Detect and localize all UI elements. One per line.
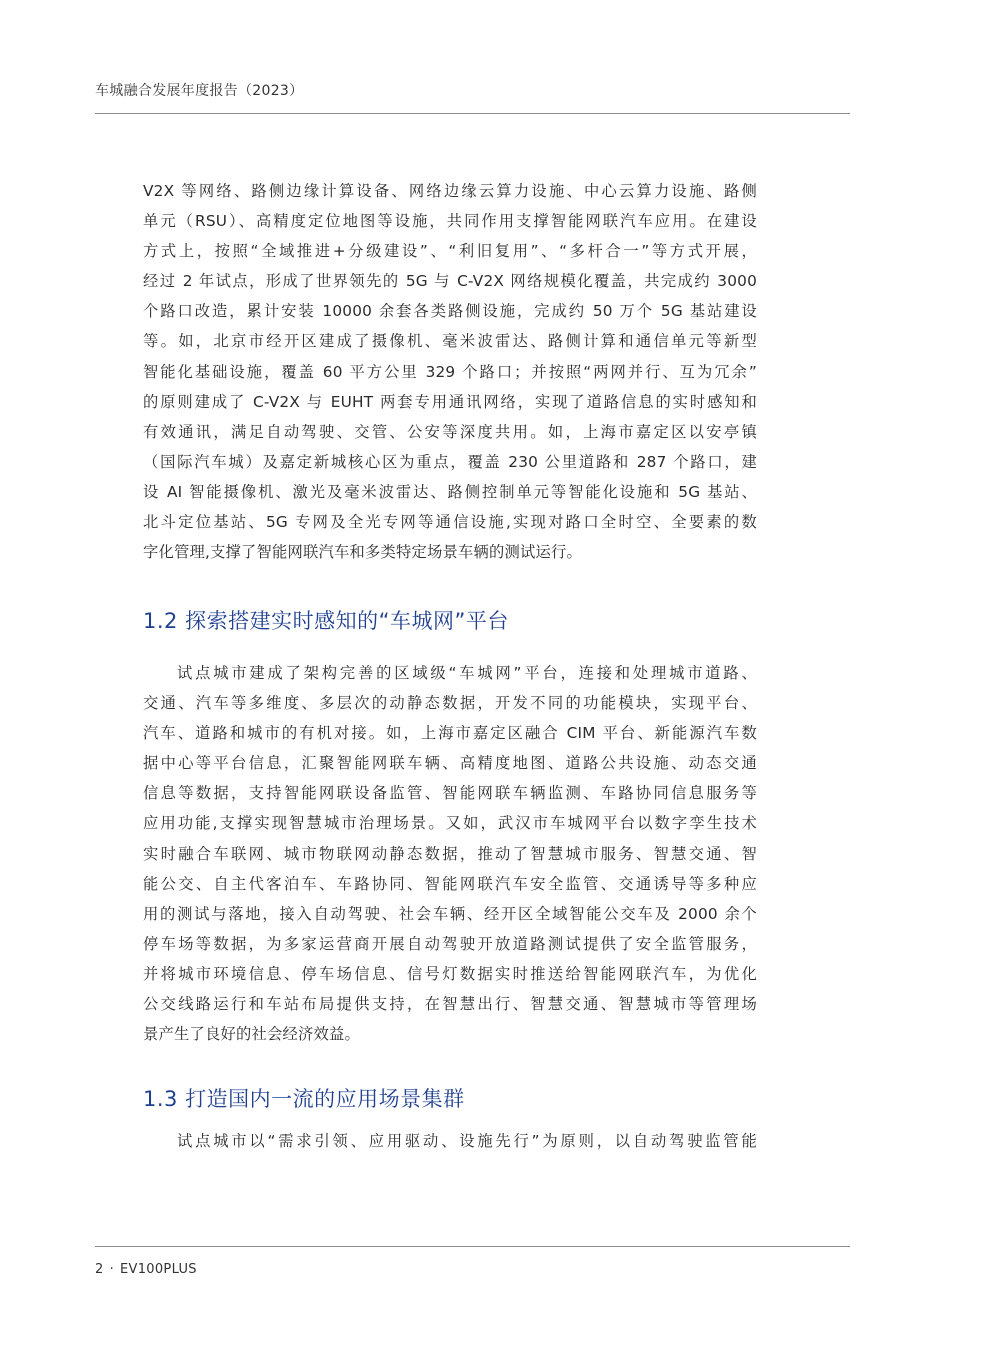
section-heading-1-2: 1.2 探索搭建实时感知的“车城网”平台 — [143, 609, 509, 633]
paragraph-line: 交通、汽车等多维度、多层次的动静态数据，开发不同的功能模块，实现平台、 — [143, 694, 757, 713]
paragraph-line: 北斗定位基站、5G 专网及全光专网等通信设施,实现对路口全时空、全要素的数 — [143, 513, 757, 532]
page-body — [143, 176, 757, 1156]
footer-separator: · — [109, 1262, 115, 1277]
paragraph-line: 能公交、自主代客泊车、车路协同、智能网联汽车安全监管、交通诱导等多种应 — [143, 874, 757, 893]
section-heading-1-3: 1.3 打造国内一流的应用场景集群 — [143, 1087, 465, 1112]
intro-paragraph — [143, 176, 757, 567]
paragraph-line: 试点城市建成了架构完善的区域级“车城网”平台，连接和处理城市道路、 — [177, 664, 757, 682]
report-header-title: 车城融合发展年度报告（2023） — [95, 83, 304, 99]
paragraph-line: 经过 2 年试点，形成了世界领先的 5G 与 C-V2X 网络规模化覆盖，共完成约 3000 — [143, 272, 757, 291]
footer-divider — [95, 1246, 850, 1247]
paragraph-line: 汽车、道路和城市的有机对接。如，上海市嘉定区融合 CIM 平台、新能源汽车数 — [143, 724, 757, 743]
paragraph-line: 并将城市环境信息、停车场信息、信号灯数据实时推送给智能网联汽车，为优化 — [143, 964, 757, 983]
paragraph-line: 应用功能,支撑实现智慧城市治理场景。又如，武汉市车城网平台以数字孪生技术 — [143, 814, 757, 833]
section-1-2-paragraph — [143, 658, 757, 1049]
page-footer — [95, 1262, 197, 1277]
paragraph-line: 用的测试与落地，接入自动驾驶、社会车辆、经开区全域智能公交车及 2000 余个 — [143, 904, 757, 923]
paragraph-line: 景产生了良好的社会经济效益。 — [143, 1025, 360, 1044]
paragraph-line: V2X 等网络、路侧边缘计算设备、网络边缘云算力设施、中心云算力设施、路侧 — [143, 182, 757, 200]
paragraph-line: 公交线路运行和车站布局提供支持，在智慧出行、智慧交通、智慧城市等管理场 — [143, 995, 757, 1014]
paragraph-line: 实时融合车联网、城市物联网动静态数据，推动了智慧城市服务、智慧交通、智 — [143, 844, 757, 863]
paragraph-line: 据中心等平台信息，汇聚智能网联车辆、高精度地图、道路公共设施、动态交通 — [143, 754, 757, 773]
paragraph-line: 设 AI 智能摄像机、激光及毫米波雷达、路侧控制单元等智能化设施和 5G 基站、 — [143, 482, 757, 501]
header-divider — [95, 113, 850, 114]
paragraph-line: 字化管理,支撑了智能网联汽车和多类特定场景车辆的测试运行。 — [143, 543, 582, 562]
page-number: 2 — [95, 1262, 104, 1277]
paragraph-line: 方式上，按照“全域推进+分级建设”、“利旧复用”、“多杆合一”等方式开展， — [143, 242, 757, 261]
paragraph-line: 的原则建成了 C-V2X 与 EUHT 两套专用通讯网络，实现了道路信息的实时感知和 — [143, 392, 757, 411]
paragraph-line: 智能化基础设施，覆盖 60 平方公里 329 个路口；并按照“两网并行、互为冗余” — [143, 362, 757, 381]
paragraph-line: 停车场等数据，为多家运营商开展自动驾驶开放道路测试提供了安全监管服务， — [143, 934, 757, 953]
paragraph-line: 有效通讯，满足自动驾驶、交管、公安等深度共用。如，上海市嘉定区以安亭镇 — [143, 422, 757, 441]
paragraph-line: 信息等数据，支持智能网联设备监管、智能网联车辆监测、车路协同信息服务等 — [143, 784, 757, 803]
paragraph-line: 试点城市以“需求引领、应用驱动、设施先行”为原则，以自动驾驶监管能 — [177, 1132, 757, 1151]
paragraph-line: 等。如，北京市经开区建成了摄像机、毫米波雷达、路侧计算和通信单元等新型 — [143, 332, 757, 351]
paragraph-line: （国际汽车城）及嘉定新城核心区为重点，覆盖 230 公里道路和 287 个路口，建 — [143, 452, 757, 471]
paragraph-line: 单元（RSU）、高精度定位地图等设施，共同作用支撑智能网联汽车应用。在建设 — [143, 212, 757, 231]
section-1-3-paragraph — [143, 1126, 757, 1156]
footer-brand: EV100PLUS — [120, 1262, 197, 1277]
paragraph-line: 个路口改造，累计安装 10000 余套各类路侧设施，完成约 50 万个 5G 基站建设 — [143, 302, 757, 321]
